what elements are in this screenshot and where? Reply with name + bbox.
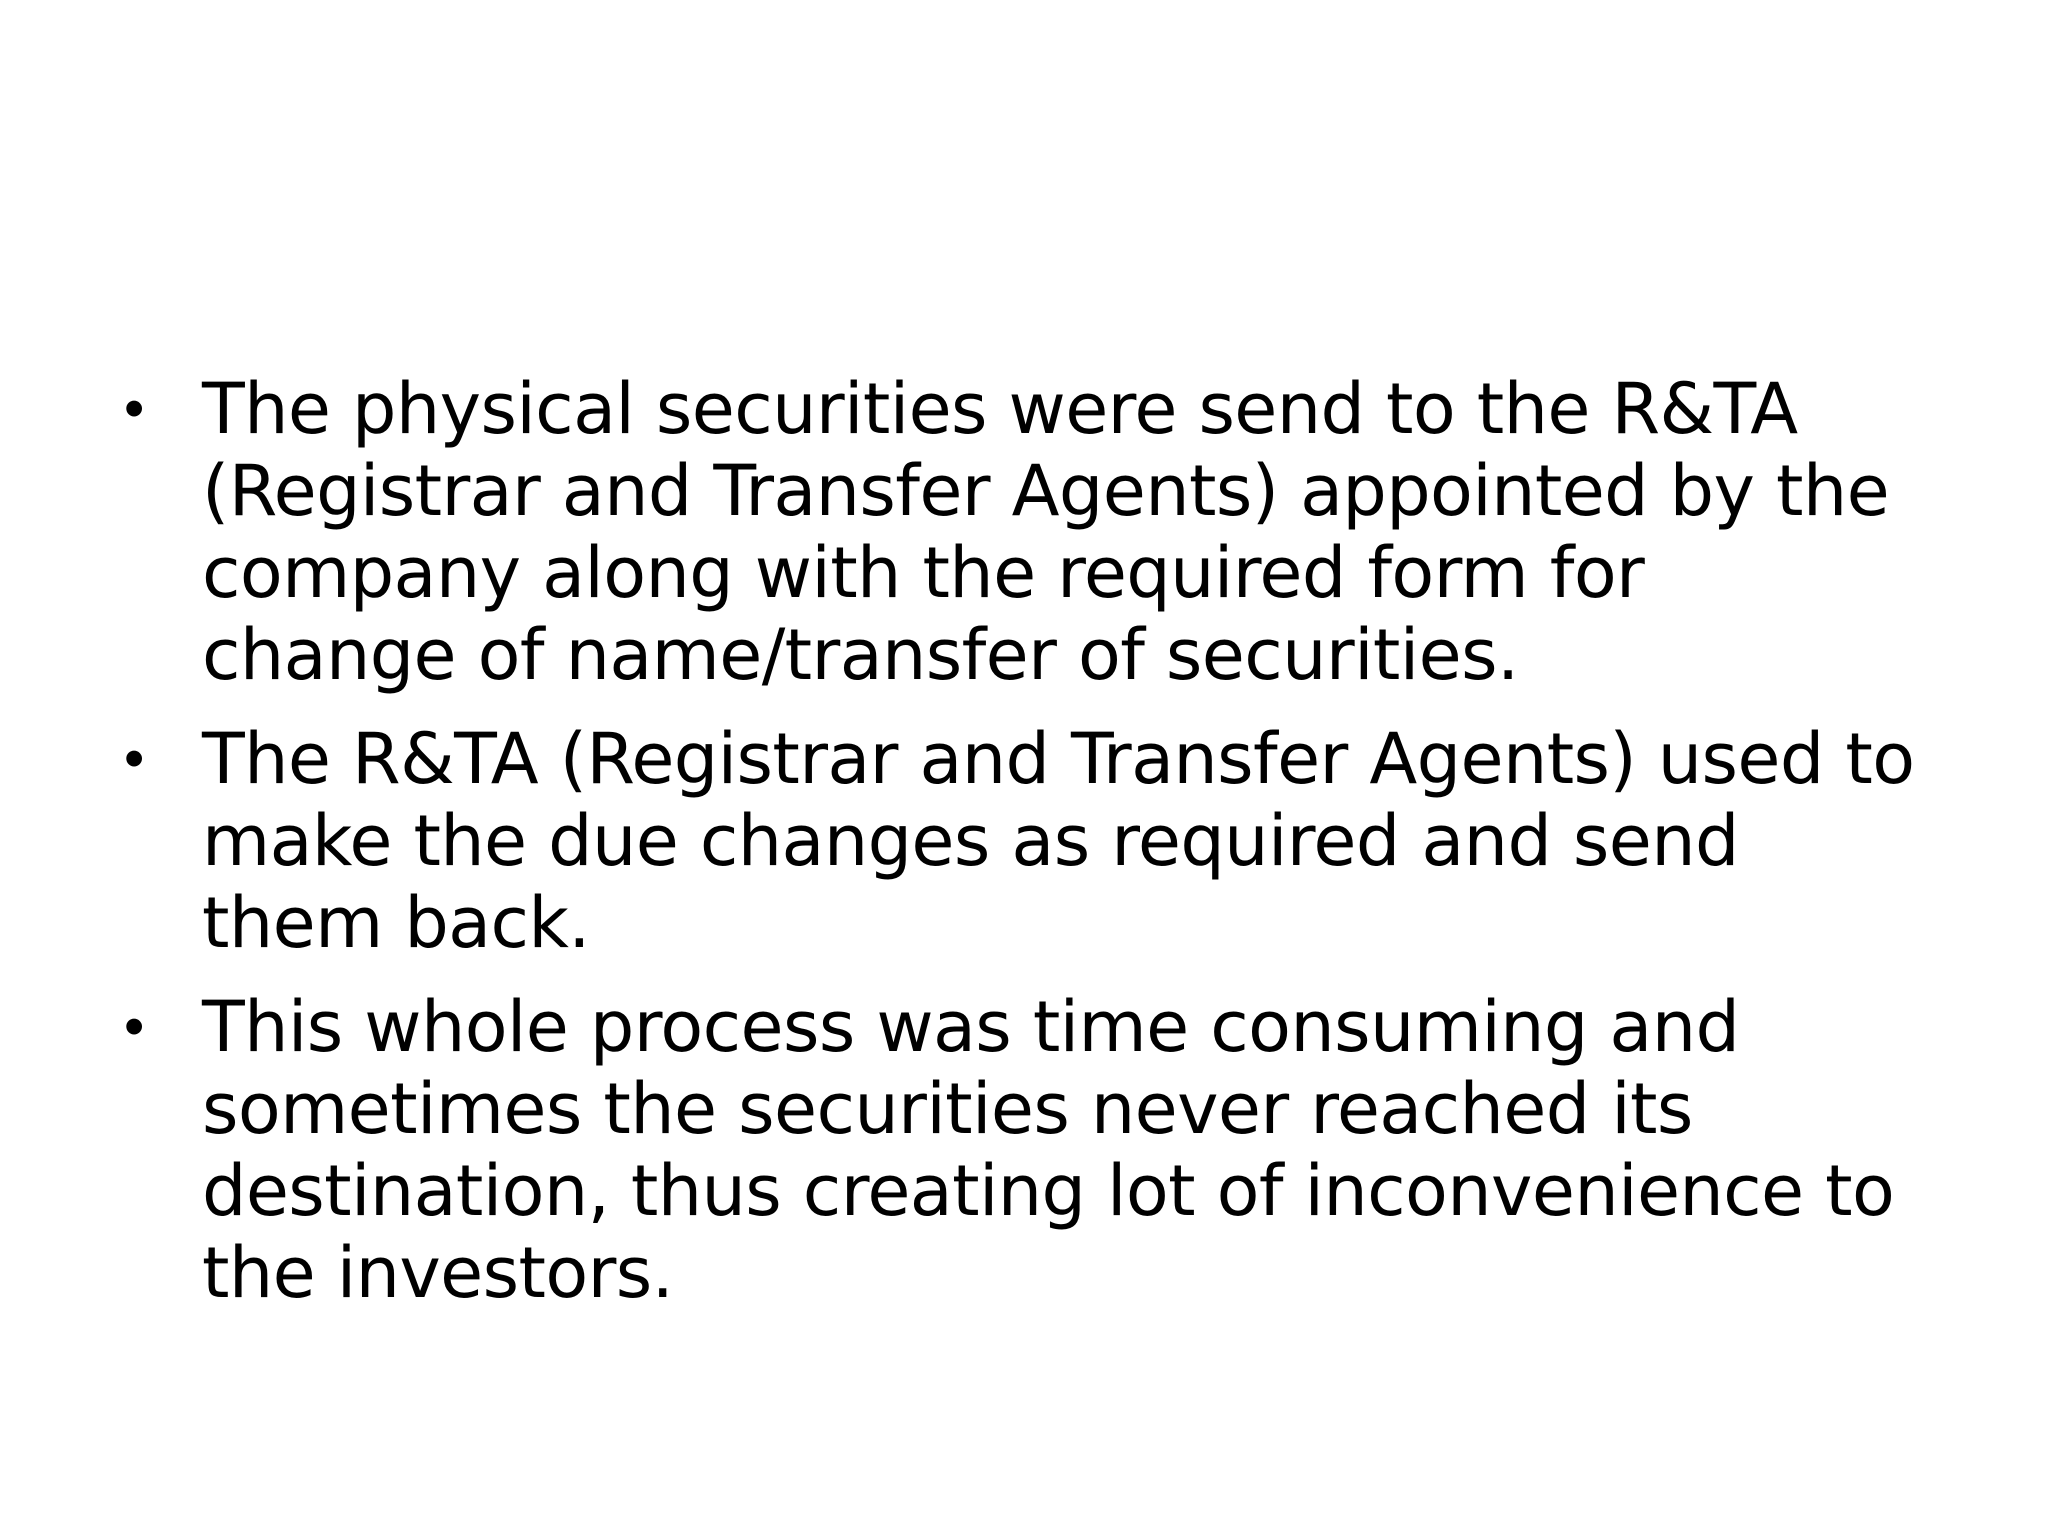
bullet-line: change of name/transfer of securities.	[202, 614, 1519, 696]
bullet-line: destination, thus creating lot of inconvenience to	[202, 1150, 1895, 1232]
bullet-item-1	[120, 368, 1960, 696]
bullet-line: The R&TA (Registrar and Transfer Agents) used to	[202, 718, 1915, 800]
bullet-list	[120, 368, 1960, 1336]
bullet-line: sometimes the securities never reached its	[202, 1068, 1693, 1150]
bullet-line: company along with the required form for	[202, 532, 1645, 614]
bullet-line: them back.	[202, 882, 590, 964]
bullet-line: This whole process was time consuming and	[202, 986, 1740, 1068]
bullet-icon: •	[124, 376, 145, 441]
bullet-item-2	[120, 718, 1960, 964]
bullet-icon: •	[124, 994, 145, 1059]
bullet-line: make the due changes as required and send	[202, 800, 1739, 882]
bullet-line: the investors.	[202, 1232, 674, 1314]
bullet-icon: •	[124, 726, 145, 791]
bullet-line: The physical securities were send to the R&TA	[202, 368, 1798, 450]
bullet-line: (Registrar and Transfer Agents) appointed by the	[202, 450, 1890, 532]
bullet-item-3	[120, 986, 1960, 1314]
